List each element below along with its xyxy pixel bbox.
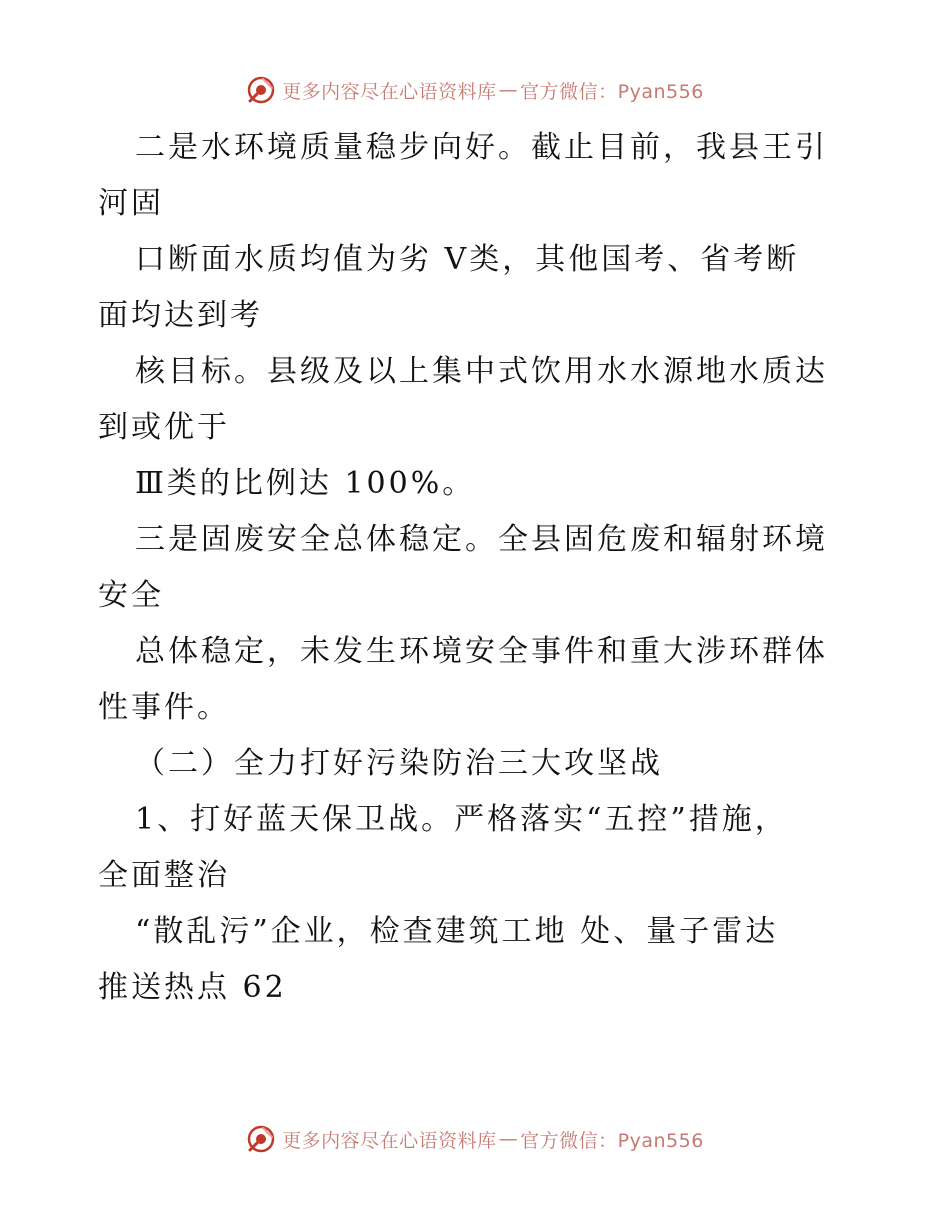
watermark-contact: 官方微信：Pyan556 — [520, 1129, 704, 1152]
text-line: 面均达到考 — [98, 298, 263, 333]
text-line: 全面整治 — [98, 858, 230, 893]
pen-logo-icon — [246, 75, 276, 105]
watermark-dash: — — [498, 79, 519, 101]
text-line: 二是水环境质量稳步向好。截止目前，我县王引 — [135, 130, 828, 165]
watermark-dash: — — [498, 1128, 519, 1150]
header-watermark — [0, 73, 950, 107]
text-line: 河固 — [98, 186, 164, 221]
text-line: 三是固废安全总体稳定。全县固危废和辐射环境 — [135, 522, 828, 557]
watermark-text: 更多内容尽在心语资料库 — [282, 80, 497, 103]
text-line: 核目标。县级及以上集中式饮用水水源地水质达 — [135, 354, 828, 389]
text-line: Ⅲ类的比例达 100%。 — [135, 466, 476, 501]
pen-logo-icon — [246, 1124, 276, 1154]
text-line: “散乱污”企业，检查建筑工地 处、量子雷达 — [135, 914, 779, 949]
text-line: 1、打好蓝天保卫战。严格落实“五控”措施， — [135, 802, 788, 837]
text-line: 总体稳定，未发生环境安全事件和重大涉环群体 — [135, 634, 828, 669]
section-heading: （二）全力打好污染防治三大攻坚战 — [135, 746, 663, 781]
text-line: 口断面水质均值为劣 V类，其他国考、省考断 — [135, 242, 800, 277]
text-line: 性事件。 — [98, 690, 230, 725]
footer-watermark — [0, 1122, 950, 1156]
text-line: 推送热点 62 — [98, 970, 287, 1005]
text-line: 到或优于 — [98, 410, 230, 445]
text-line: 安全 — [98, 578, 164, 613]
document-body — [98, 120, 858, 1016]
watermark-contact: 官方微信：Pyan556 — [520, 80, 704, 103]
watermark-text: 更多内容尽在心语资料库 — [282, 1129, 497, 1152]
